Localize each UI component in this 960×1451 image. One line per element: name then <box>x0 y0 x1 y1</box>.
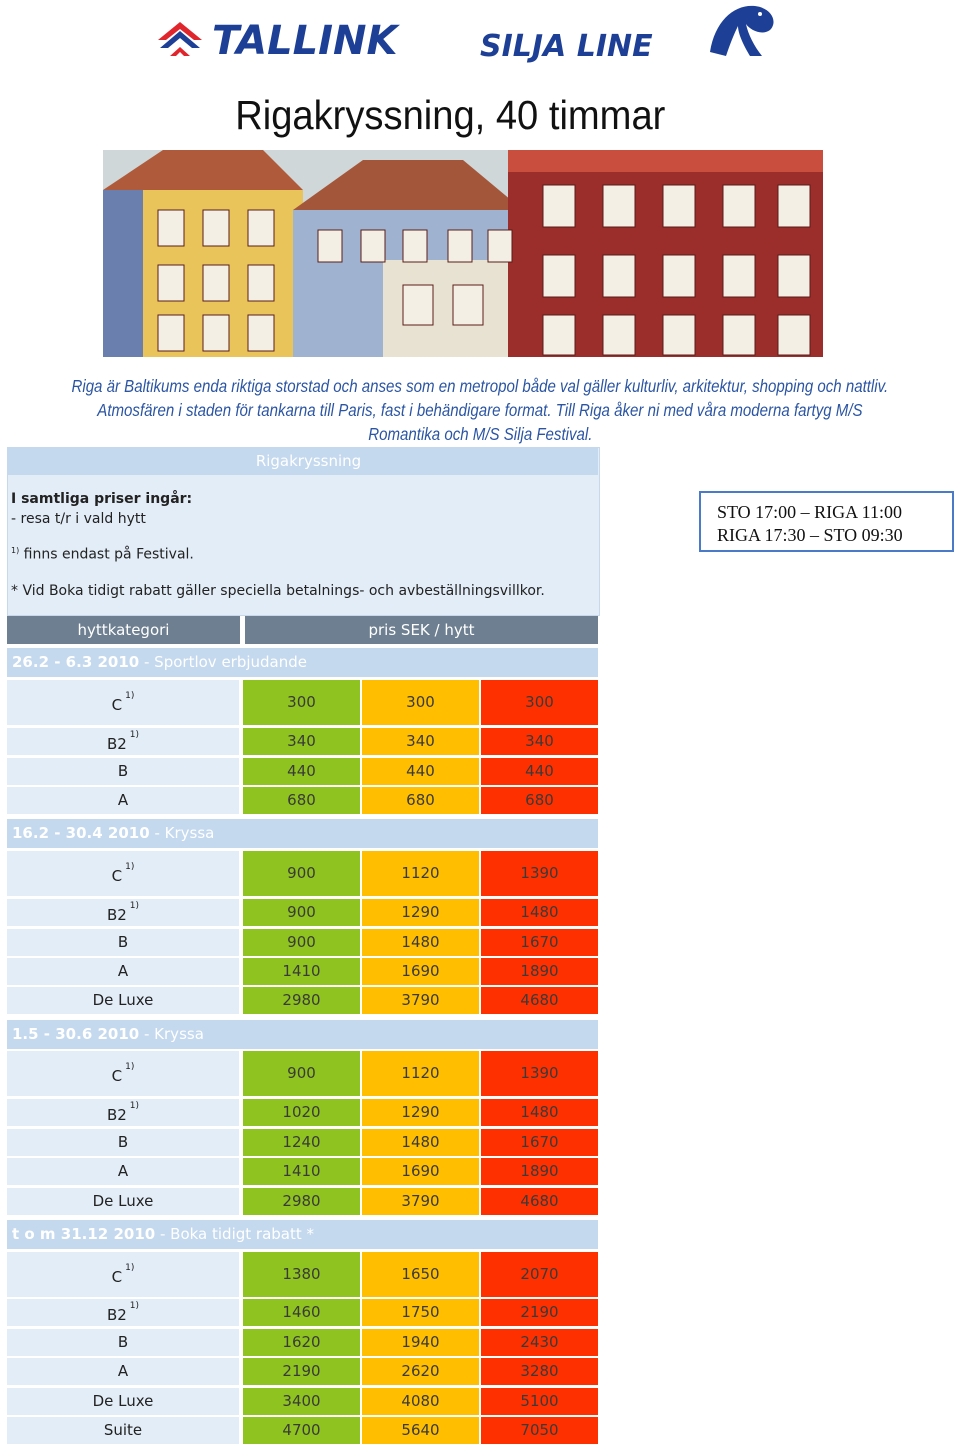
price-mid-season-cell: 1480 <box>362 929 479 956</box>
schedule-box <box>699 491 954 552</box>
footnote-mark: 1) <box>125 1062 135 1072</box>
table-row <box>7 728 598 755</box>
price-high-season-cell: 2430 <box>481 1329 598 1356</box>
price-low-season-cell: 2980 <box>243 1188 360 1215</box>
section-dates: 1.5 - 30.6 2010 <box>12 1025 140 1043</box>
price-high-season-cell: 1480 <box>481 1099 598 1126</box>
price-high-season-cell: 4680 <box>481 1188 598 1215</box>
section-dates: t o m 31.12 2010 <box>12 1225 156 1243</box>
price-low-season-cell: 680 <box>243 787 360 814</box>
table-row <box>7 1299 598 1326</box>
table-row <box>7 1051 598 1096</box>
table-row <box>7 1417 598 1444</box>
intro-line-3: Romantika och M/S Silja Festival. <box>367 424 593 444</box>
price-mid-season-cell: 1690 <box>362 958 479 985</box>
footnote <box>11 546 194 563</box>
tallink-wordmark: TALLINK <box>212 18 398 64</box>
category-name: A <box>117 962 129 980</box>
category-name: A <box>117 1162 129 1180</box>
price-low-season-cell: 300 <box>243 680 360 725</box>
tallink-mark-icon <box>158 22 202 56</box>
price-high-season-cell: 3280 <box>481 1358 598 1385</box>
price-mid-season-cell: 1120 <box>362 1051 479 1096</box>
footnote-mark: 1) <box>129 1101 140 1111</box>
table-row <box>7 680 598 725</box>
section-label: - Boka tidigt rabatt * <box>155 1225 315 1243</box>
category-name: B2 <box>106 1106 127 1124</box>
category-cell <box>7 1417 239 1444</box>
category-cell <box>7 1252 239 1297</box>
footnote-mark: 1) <box>129 1301 140 1311</box>
category-cell <box>7 1329 239 1356</box>
price-mid-season-cell: 1650 <box>362 1252 479 1297</box>
footnote-mark: 1) <box>125 1263 135 1273</box>
category-name: B <box>117 933 129 951</box>
category-cell <box>7 1158 239 1185</box>
price-low-season-cell: 900 <box>243 929 360 956</box>
category-name: Suite <box>103 1421 143 1439</box>
intro-line-2: Atmosfären i staden för tankarna till Paris, fast i behändigare format. Till Riga åker ni med våra moderna fartyg M/S <box>97 400 863 420</box>
price-high-season-cell: 1890 <box>481 958 598 985</box>
table-row <box>7 1158 598 1185</box>
category-name: B <box>117 1333 129 1351</box>
price-mid-season-cell: 440 <box>362 758 479 785</box>
table-row <box>7 958 598 985</box>
price-mid-season-cell: 1480 <box>362 1129 479 1156</box>
table-row <box>7 987 598 1014</box>
category-cell <box>7 758 239 785</box>
table-row <box>7 1099 598 1126</box>
category-name: B <box>117 1133 129 1151</box>
tallink-silja-logo <box>150 0 790 70</box>
price-mid-season-cell: 1750 <box>362 1299 479 1326</box>
price-low-season-cell: 1380 <box>243 1252 360 1297</box>
price-low-season-cell: 1410 <box>243 1158 360 1185</box>
category-cell <box>7 1129 239 1156</box>
price-low-season-cell: 1240 <box>243 1129 360 1156</box>
section-header <box>7 648 598 677</box>
price-high-season-cell: 1480 <box>481 899 598 926</box>
table-row <box>7 899 598 926</box>
section-dates: 26.2 - 6.3 2010 <box>12 653 140 671</box>
category-name: A <box>117 791 129 809</box>
category-name: B <box>117 762 129 780</box>
category-name: C <box>111 696 123 714</box>
price-mid-season-cell: 4080 <box>362 1388 479 1415</box>
price-high-season-cell: 7050 <box>481 1417 598 1444</box>
price-mid-season-cell: 2620 <box>362 1358 479 1385</box>
price-high-season-cell: 1890 <box>481 1158 598 1185</box>
price-mid-season-cell: 680 <box>362 787 479 814</box>
price-mid-season-cell: 1120 <box>362 851 479 896</box>
price-low-season-cell: 3400 <box>243 1388 360 1415</box>
category-cell <box>7 987 239 1014</box>
category-cell <box>7 958 239 985</box>
table-row <box>7 1358 598 1385</box>
silja-line-wordmark: SILJA LINE <box>480 29 653 64</box>
table-row <box>7 787 598 814</box>
seal-icon <box>710 6 774 56</box>
section-header <box>7 1020 598 1049</box>
table-row <box>7 851 598 896</box>
price-high-season-cell: 4680 <box>481 987 598 1014</box>
footnote-mark: 1) <box>11 546 20 555</box>
price-high-season-cell: 5100 <box>481 1388 598 1415</box>
price-high-season-cell: 2070 <box>481 1252 598 1297</box>
price-high-season-cell: 340 <box>481 728 598 755</box>
price-mid-season-cell: 3790 <box>362 1188 479 1215</box>
category-name: C <box>111 1067 123 1085</box>
section-dates: 16.2 - 30.4 2010 <box>12 824 150 842</box>
table-row <box>7 1188 598 1215</box>
column-header-price: pris SEK / hytt <box>245 616 598 644</box>
footnote-mark: 1) <box>129 901 140 911</box>
included-title: I samtliga priser ingår: <box>11 491 193 507</box>
price-high-season-cell: 440 <box>481 758 598 785</box>
schedule-return: RIGA 17:30 – STO 09:30 <box>717 525 903 545</box>
section-label: - Kryssa <box>149 824 215 842</box>
price-mid-season-cell: 340 <box>362 728 479 755</box>
price-mid-season-cell: 1290 <box>362 899 479 926</box>
price-mid-season-cell: 1940 <box>362 1329 479 1356</box>
category-cell <box>7 1388 239 1415</box>
category-name: De Luxe <box>92 1192 154 1210</box>
booking-note: * Vid Boka tidigt rabatt gäller speciella betalnings- och avbeställningsvillkor. <box>11 583 545 599</box>
price-low-season-cell: 900 <box>243 1051 360 1096</box>
price-mid-season-cell: 1290 <box>362 1099 479 1126</box>
category-cell <box>7 1051 239 1096</box>
category-cell <box>7 851 239 896</box>
table-row <box>7 1329 598 1356</box>
price-high-season-cell: 1670 <box>481 1129 598 1156</box>
category-name: B2 <box>106 1306 127 1324</box>
category-name: B2 <box>106 906 127 924</box>
table-row <box>7 1388 598 1415</box>
price-low-season-cell: 900 <box>243 899 360 926</box>
info-heading: Rigakryssning <box>7 447 598 475</box>
table-row <box>7 929 598 956</box>
table-row <box>7 758 598 785</box>
riga-buildings-photo <box>103 150 823 357</box>
section-label: - Kryssa <box>139 1025 204 1043</box>
price-high-season-cell: 680 <box>481 787 598 814</box>
category-name: A <box>117 1362 129 1380</box>
table-row <box>7 1252 598 1297</box>
price-mid-season-cell: 3790 <box>362 987 479 1014</box>
category-name: De Luxe <box>92 991 154 1009</box>
category-cell <box>7 728 239 755</box>
price-high-season-cell: 300 <box>481 680 598 725</box>
category-cell <box>7 680 239 725</box>
category-cell <box>7 787 239 814</box>
category-cell <box>7 929 239 956</box>
price-high-season-cell: 1390 <box>481 1051 598 1096</box>
footnote-mark: 1) <box>125 862 135 872</box>
category-cell <box>7 1299 239 1326</box>
price-low-season-cell: 340 <box>243 728 360 755</box>
price-low-season-cell: 2190 <box>243 1358 360 1385</box>
category-name: De Luxe <box>92 1392 154 1410</box>
included-item: - resa t/r i vald hytt <box>11 511 146 527</box>
category-name: C <box>111 867 123 885</box>
intro-line-1: Riga är Baltikums enda riktiga storstad och anses som en metropol både val gäller kulturliv, arkitektur, shopping och nattliv. <box>71 376 889 396</box>
footnote-text: finns endast på Festival. <box>23 546 194 563</box>
price-mid-season-cell: 300 <box>362 680 479 725</box>
footnote-mark: 1) <box>129 730 140 740</box>
price-mid-season-cell: 1690 <box>362 1158 479 1185</box>
category-cell <box>7 899 239 926</box>
price-low-season-cell: 4700 <box>243 1417 360 1444</box>
price-high-season-cell: 1390 <box>481 851 598 896</box>
price-low-season-cell: 1460 <box>243 1299 360 1326</box>
category-cell <box>7 1358 239 1385</box>
column-header-category: hyttkategori <box>7 616 240 644</box>
category-cell <box>7 1188 239 1215</box>
section-label: - Sportlov erbjudande <box>139 653 308 671</box>
category-name: B2 <box>106 735 127 753</box>
price-high-season-cell: 1670 <box>481 929 598 956</box>
category-cell <box>7 1099 239 1126</box>
section-header <box>7 819 598 848</box>
price-low-season-cell: 1410 <box>243 958 360 985</box>
footnote-mark: 1) <box>125 691 135 701</box>
price-low-season-cell: 900 <box>243 851 360 896</box>
schedule-outbound: STO 17:00 – RIGA 11:00 <box>717 502 903 522</box>
section-header <box>7 1220 598 1249</box>
price-low-season-cell: 2980 <box>243 987 360 1014</box>
table-row <box>7 1129 598 1156</box>
price-low-season-cell: 1620 <box>243 1329 360 1356</box>
category-name: C <box>111 1268 123 1286</box>
page-title: Rigakryssning, 40 timmar <box>234 92 666 138</box>
price-low-season-cell: 1020 <box>243 1099 360 1126</box>
price-mid-season-cell: 5640 <box>362 1417 479 1444</box>
price-high-season-cell: 2190 <box>481 1299 598 1326</box>
price-low-season-cell: 440 <box>243 758 360 785</box>
